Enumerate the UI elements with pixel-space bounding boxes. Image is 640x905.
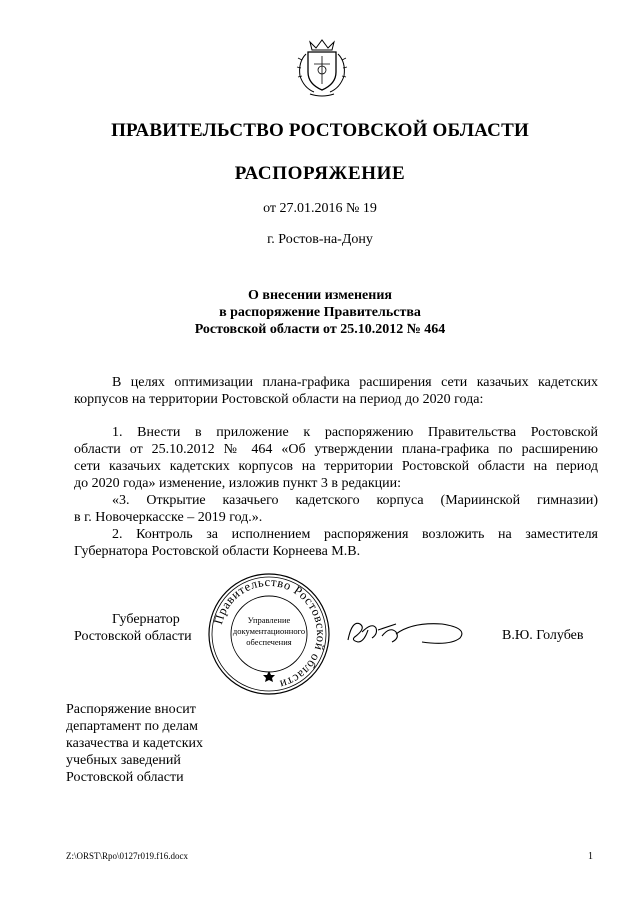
author-note-line: казачества и кадетских — [66, 736, 203, 751]
stamp-inner-line: обеспечения — [246, 637, 292, 647]
item-line: 1. Внести в приложение к распоряжению Правительства Ростовской — [112, 425, 598, 440]
official-stamp — [206, 571, 332, 697]
item-line: до 2020 года» изменение, изложив пункт 3 в редакции: — [74, 476, 402, 491]
author-note-line: учебных заведений — [66, 753, 181, 768]
resolution-items — [74, 424, 598, 560]
item-line: сети казачьих кадетских корпусов на территории Ростовской области на период — [74, 459, 598, 474]
document-date-number: от 27.01.2016 № 19 — [263, 201, 377, 216]
paragraph-line: корпусов на территории Ростовской области на период до 2020 года: — [74, 392, 484, 407]
item-line: Губернатора Ростовской области Корнеева М.В. — [74, 544, 361, 559]
document-type: РАСПОРЯЖЕНИЕ — [234, 163, 406, 184]
signer-name: В.Ю. Голубев — [502, 628, 584, 643]
signer-position — [74, 611, 192, 645]
stamp-ring-text: Правительство Ростовской области — [211, 574, 329, 692]
author-note-line: Распоряжение вносит — [66, 702, 196, 717]
page-number: 1 — [588, 851, 593, 862]
subject-line: в распоряжение Правительства — [219, 305, 421, 320]
subject-line: Ростовской области от 25.10.2012 № 464 — [194, 322, 446, 337]
author-note — [66, 701, 203, 786]
handwritten-signature — [342, 610, 470, 650]
signer-position-line: Ростовской области — [74, 629, 192, 644]
signer-position-line: Губернатор — [112, 612, 180, 627]
organization-title: ПРАВИТЕЛЬСТВО РОСТОВСКОЙ ОБЛАСТИ — [111, 120, 529, 141]
paragraph-line: В целях оптимизации плана-графика расширения сети казачьих кадетских — [112, 375, 598, 390]
item-line: области от 25.10.2012 № 464 «Об утверждении плана-графика по расширению — [74, 442, 598, 457]
item-line: 2. Контроль за исполнением распоряжения возложить на заместителя — [112, 527, 598, 542]
document-subject — [0, 287, 640, 338]
stamp-inner-line: Управление — [247, 615, 291, 625]
author-note-line: Ростовской области — [66, 770, 184, 785]
document-city: г. Ростов-на-Дону — [267, 232, 373, 247]
coat-of-arms-icon — [296, 38, 348, 100]
subject-line: О внесении изменения — [248, 288, 392, 303]
item-line: «3. Открытие казачьего кадетского корпуса (Мариинской гимназии) — [112, 493, 598, 508]
intro-paragraph — [74, 374, 598, 408]
stamp-inner-line: документационного — [232, 626, 306, 636]
item-line: в г. Новочеркасске – 2019 год.». — [74, 510, 263, 525]
author-note-line: департамент по делам — [66, 719, 198, 734]
footer-file-path: Z:\ORST\Rpo\0127r019.f16.docx — [66, 851, 188, 861]
star-icon — [263, 671, 275, 682]
